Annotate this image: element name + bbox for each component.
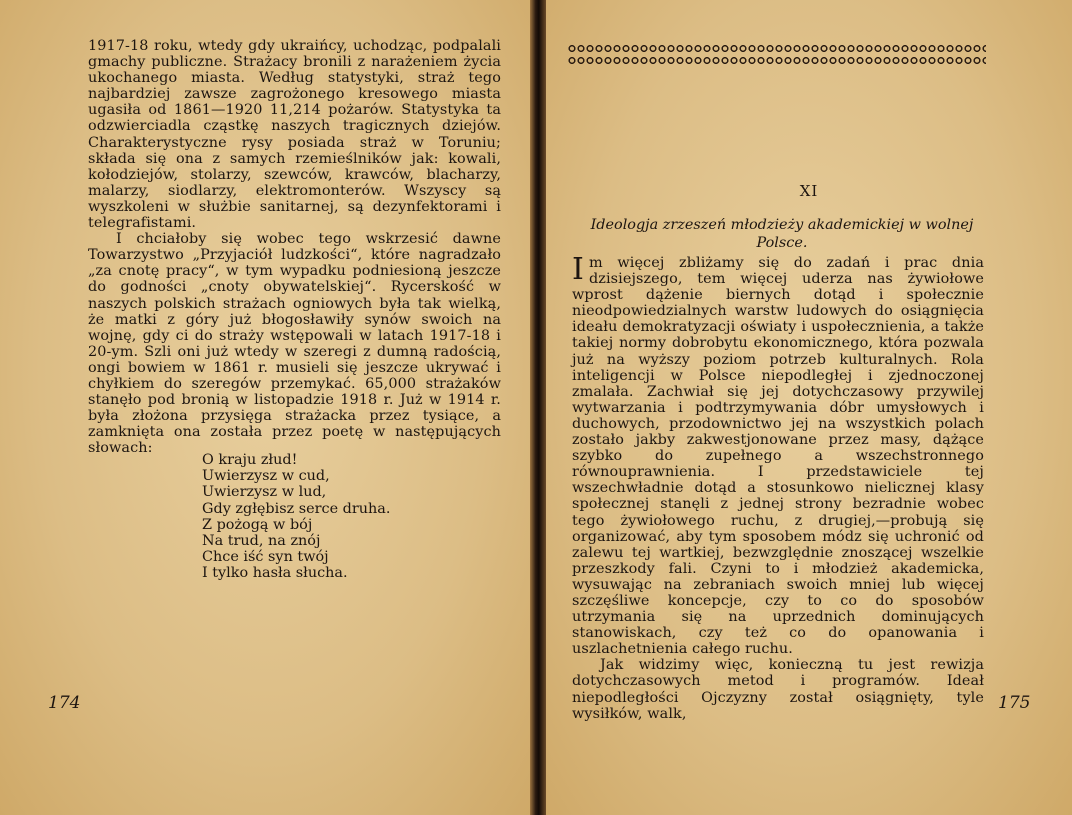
book-gutter	[530, 0, 546, 815]
left-paragraph-2: I chciałoby się wobec tego wskrzesić dawne Towarzystwo „Przyjaciół ludzkości“, które nagradzało „za cnotę pracy“, w tym wypadku podniesioną jeszcze do godności „cnoty obywatelskiej“. Rycerskość w naszych polskich strażach ogniowych była tak wielką, że matki z góry już błogosławiły synów swoich na wojnę, gdy ci do straży wstępowali w latach 1917-18 i 20-ym. Szli oni już wtedy w szeregi z dumną radością, ongi bowiem w 1861 r. musieli się jeszcze ukrywać i chyłkiem do szeregów przemykać. 65,000 strażaków stanęło pod bronią w listopadzie 1918 r. Już w 1914 r. była złożona przysięga strażacka przez tysiące, a zamknięta ona została przez poetę w następujących słowach:	[88, 231, 501, 457]
right-page	[546, 0, 1072, 815]
left-page	[0, 0, 530, 815]
right-paragraph-1-text: m więcej zbliżamy się do zadań i prac dnia dzisiejszego, tem więcej uderza nas żywiołowe wprost dążenie biernych dotąd i społecznie nieodpowiedzialnych warstw ludowych do osiągnięcia ideału demokratyzacji oświaty i uspołecznienia, a także takiej normy dobrobytu ekonomicznego, która pozwala już na wyższy poziom potrzeb kulturalnych. Rola inteligencji w Polsce niepodległej i zjednoczonej zmalała. Zachwiał się jej dotychczasowy przywilej wytwarzania i podtrzymywania dóbr umysłowych i duchowych, przodownictwo jej na wszystkich polach zostało jakby zakwestjonowane przez masy, dążące szybko do zupełnego a wszechstronnego równouprawnienia. I przedstawiciele tej wszechwładnie dotąd a stosunkowo nielicznej klasy społecznej stanęli z jednej strony bezradnie wobec tego żywiołowego ruchu, z drugiej,—probują się organizować, aby tym sposobem módz się uchronić od zalewu tej wartkiej, bezwzględnie znoszącej wszelkie przeszkody fali. Czyni to i młodzież akademicka, wysuwając na zebraniach swoich mniej lub więcej szczęśliwe koncepcje, czy to co do sposobów utrzymania się na uprzednich dominujących stanowiskach, czy też co do opanowania i uszlachetnienia całego ruchu.	[572, 255, 984, 658]
right-paragraph-1	[572, 252, 984, 658]
decorative-ornament-band	[568, 44, 986, 53]
left-paragraph-1: 1917-18 roku, wtedy gdy ukraińcy, uchodząc, podpalali gmachy publiczne. Strażacy bronili z narażeniem życia ukochanego miasta. Według statystyki, straż tego najbardziej zawsze zagrożonego kresowego miasta ugasiła od 1861—1920 11,214 pożarów. Statystyka ta odzwierciadla cząstkę naszych tragicznych dziejów. Charakterystyczne rysy posiada straż w Toruniu; składa się ona z samych rzemieślników jak: kowali, kołodziejów, stolarzy, szewców, krawców, blacharzy, malarzy, siodlarzy, elektromonterów. Wszyscy są wyszkoleni w służbie sanitarnej, są dezynfektorami i telegrafistami.	[88, 38, 501, 232]
poem-line: I tylko hasła słucha.	[202, 565, 348, 582]
poem-line: Na trud, na znój	[202, 533, 321, 550]
poem-line: Uwierzysz w lud,	[202, 484, 327, 501]
poem-line: Chce iść syn twój	[202, 549, 329, 566]
left-page-body	[88, 38, 501, 456]
right-paragraph-2: Jak widzimy więc, konieczną tu jest rewizja dotychczasowych metod i programów. Ideał niepodległości Ojczyzny został osiągnięty, tyle wysiłków, walk,	[572, 657, 984, 722]
poem-line: Z pożogą w bój	[202, 516, 313, 533]
page-number-right: 175	[998, 693, 1031, 713]
poem-line: Uwierzysz w cud,	[202, 468, 330, 485]
drop-cap: I	[572, 252, 584, 287]
poem-line: O kraju złud!	[202, 452, 298, 468]
page-number-left: 174	[48, 693, 81, 713]
right-page-body	[572, 252, 984, 722]
chapter-title: Ideologja zrzeszeń młodzieży akademickiej w wolnej Polsce.	[590, 217, 974, 251]
decorative-ornament-band	[568, 56, 986, 65]
chapter-number: XI	[799, 182, 819, 200]
poem-line: Gdy zgłębisz serce druha.	[202, 500, 391, 517]
poem	[202, 452, 390, 582]
